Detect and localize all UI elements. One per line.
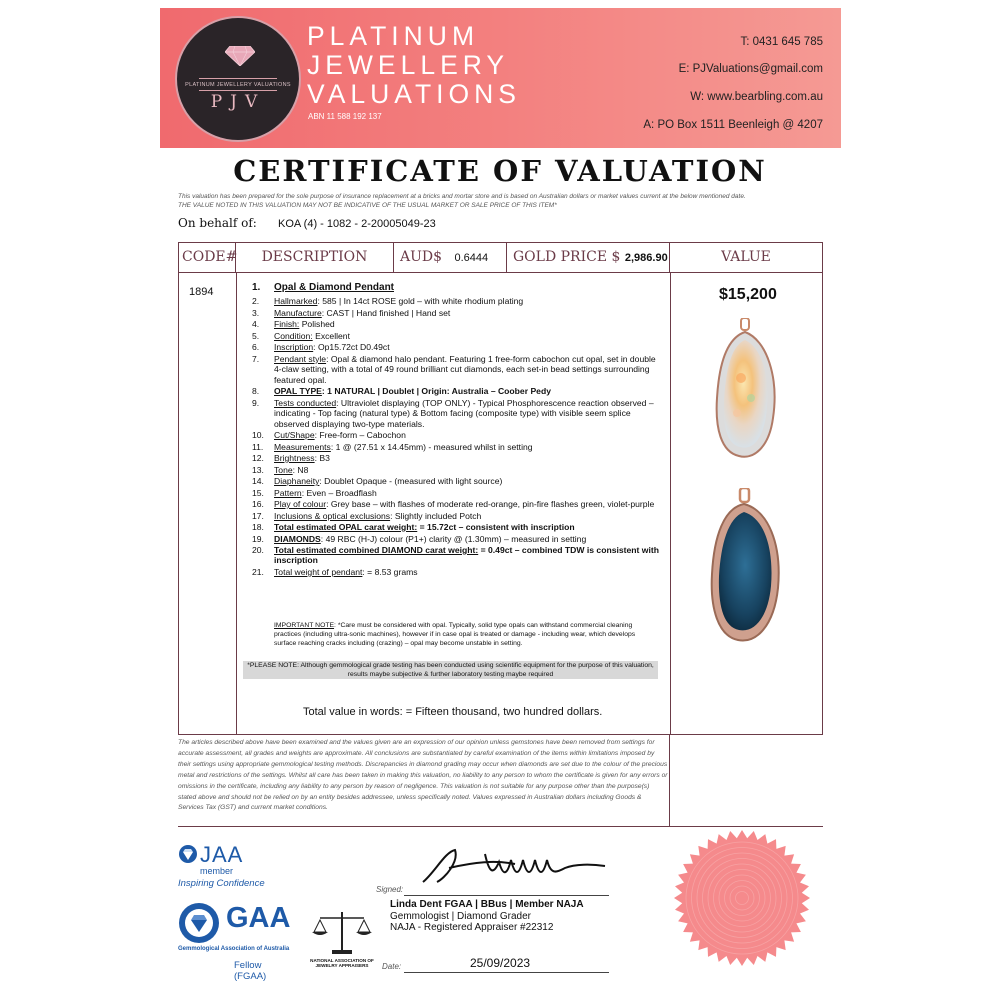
signer-registration: NAJA - Registered Appraiser #22312 [390,922,554,933]
item-number: 3. [252,307,260,318]
item-text: Polished [299,319,335,330]
item-text: : N8 [292,464,309,475]
important-note [274,621,654,648]
description-item [252,476,664,486]
description-item [252,354,664,385]
item-label: Finish: [274,319,300,330]
description-item [252,499,664,509]
brand-line: VALUATIONS [307,79,521,109]
total-in-words: Total value in words: = Fifteen thousand, two hundred dollars. [303,706,603,718]
gaa-subtitle: Gemmological Association of Australia [178,946,290,952]
contact-address: A: PO Box 1511 Beenleigh @ 4207 [643,119,823,131]
item-number: 16. [252,499,264,510]
contact-phone: T: 0431 645 785 [740,36,823,48]
item-text: : = 8.53 grams [362,566,418,577]
item-label: Brightness [274,453,315,464]
item-label: Manufacture [274,307,322,318]
description-item [252,522,664,532]
item-number: 6. [252,342,260,353]
signer-block [390,899,584,934]
logo-rule [199,90,277,91]
description-item [252,319,664,329]
item-label: Pendant style [274,353,327,364]
gaa-fellow: Fellow (FGAA) [234,960,267,982]
item-label: Total estimated combined DIAMOND carat weight: [274,545,479,556]
item-label: Opal & Diamond Pendant [274,282,395,293]
signature-line [404,895,609,896]
value-header: VALUE [721,249,771,265]
item-number: 21. [252,566,264,577]
gaa-emblem-icon [178,902,220,944]
item-code: 1894 [189,286,214,298]
item-label: Inscription [274,342,314,353]
item-number: 5. [252,330,260,341]
item-label: Pattern [274,487,302,498]
pendant-front-image [709,318,781,463]
item-number: 11. [252,441,264,452]
column-divider [236,272,237,735]
seal-starburst [674,830,810,966]
footer-disclaimer: The articles described above have been examined and the values given are an expression of our opinion unless gemstones have been removed from settings for accurate assessment, all grades and weights are approximate. All conclusions are substantiated by careful examination of the items within limitations imposed by their settings using appropriate gemmological testing methods. Discrepancies in diamond grading may occur when diamonds are set due to the colour of the precious metal and restrictions of the settings. Whilst all care has been taken in making this valuation, no liability to any person to whom the certificate is given for any errors or omissions in the certificate, including any liability to any person by reason of negligence. This valuation is not suitable for any purpose other than the purpose(s) stated above and should not be relied on by an entity besides addressee, unless specifically noted. Values expressed in Australian dollars including Goods & Services Tax (GST) and current market conditions. [178,739,668,812]
item-text: Excellent [312,330,350,341]
item-label: DIAMONDS [274,533,321,544]
item-text: : Opal & diamond halo pendant. Featuring 1 free-form cabochon cut opal, set in double 4-claw setting, with a total of 49 round brilliant cut diamonds, each set-in bead settings surrounding featured opal. [274,353,656,385]
contact-email: E: PJValuations@gmail.com [678,63,823,75]
item-number: 2. [252,296,260,307]
item-text: : Grey base – with flashes of moderate red-orange, pin-fire flashes green, violet-purple [326,499,655,510]
item-label: Tests conducted [274,397,337,408]
item-number: 1. [252,282,261,293]
description-header: DESCRIPTION [236,243,394,272]
header-banner [160,8,841,148]
description-item [252,342,664,352]
description-list [252,283,664,578]
certificate-title: CERTIFICATE OF VALUATION [233,154,767,188]
item-number: 8. [252,386,260,397]
signature-image [415,842,615,890]
header-divider [179,272,822,273]
item-number: 9. [252,397,260,408]
description-item [252,398,664,429]
gold-header [507,243,670,272]
item-label: OPAL TYPE [274,386,322,397]
description-item [252,567,664,577]
item-label: Total estimated OPAL carat weight: [274,522,418,533]
item-text: : Free-form – Cabochon [314,430,406,441]
scales-icon [308,908,376,956]
item-label: Play of colour [274,499,327,510]
item-text: : 49 RBC (H-J) colour (P1+) clarity @ (1.30mm) – measured in setting [320,533,587,544]
description-item [252,465,664,475]
behalf-value: KOA (4) - 1082 - 2-20005049-23 [278,218,436,230]
description-item [252,296,664,306]
item-text: : Even – Broadflash [301,487,377,498]
disclaimer-line: THE VALUE NOTED IN THIS VALUATION MAY NOT BE INDICATIVE OF THE USUAL MARKET OR SALE PRICE OF THIS ITEM* [178,202,557,209]
item-text: : 1 NATURAL | Doublet | Origin: Australia – Coober Pedy [321,386,551,397]
description-item [252,442,664,452]
description-item [252,534,664,544]
item-number: 14. [252,476,264,487]
description-item [252,545,664,566]
item-label: Condition: [274,330,313,341]
item-label: Total weight of pendant [274,566,363,577]
item-label: Tone [274,464,293,475]
pjv-logo [175,16,301,142]
valuation-table [178,242,823,735]
naja-logo [308,908,376,968]
logo-initials: PJV [210,92,266,112]
item-number: 19. [252,533,264,544]
item-number: 18. [252,522,264,533]
item-text: : CAST | Hand finished | Hand set [321,307,451,318]
naja-text: NATIONAL ASSOCIATION OF JEWELRY APPRAISERS [310,958,374,968]
item-text: : Op15.72ct D0.49ct [313,342,390,353]
signer-role: Gemmologist | Diamond Grader [390,910,531,922]
date-line [404,972,609,973]
description-item [252,308,664,318]
jaa-text: JAA [200,842,244,867]
signed-label: Signed: [376,885,404,894]
item-text: : 585 | In 14ct ROSE gold – with white rhodium plating [317,296,524,307]
abn-number: ABN 11 588 192 137 [308,112,382,121]
brand-line: PLATINUM [307,21,480,51]
item-label: Cut/Shape [274,430,315,441]
item-number: 10. [252,430,264,441]
description-item [252,511,664,521]
disclaimer [178,192,828,210]
item-text: : 1 @ (27.51 x 14.45mm) - measured whilst in setting [330,441,533,452]
important-note-text: : *Care must be considered with opal. Typically, solid type opals can withstand commercial cleaning practices (including ultra-sonic machines), however if in case opal is treated or damage - including wear, which develops surface reaching cracks including (crazing) – opal may become unstable in setting. [274,622,636,647]
item-number: 20. [252,545,264,556]
description-item [252,283,664,293]
item-text: : B3 [314,453,330,464]
jaa-member: member [200,866,234,876]
aud-header [394,243,507,272]
description-item [252,488,664,498]
item-label: Hallmarked [274,296,318,307]
brand-name [307,22,521,109]
item-text: = 0.49ct – combined TDW is consistent with inscription [274,545,659,566]
description-item [252,331,664,341]
footer-rule [178,826,823,827]
item-text: = 15.72ct – consistent with inscription [417,522,575,533]
item-label: Diaphaneity [274,476,320,487]
date-label: Date: [382,962,402,971]
item-number: 13. [252,464,264,475]
disclaimer-line: This valuation has been prepared for the sole purpose of insurance replacement at a bricks and mortar store and is based on Australian dollars or market values current at the below mentioned date. [178,193,746,200]
item-text: : Slightly included Potch [390,510,482,521]
diamond-icon [225,46,255,66]
gold-label: GOLD PRICE $ [513,249,621,265]
signer-name: Linda Dent FGAA | BBus | Member NAJA [390,899,584,910]
contact-web: W: www.bearbling.com.au [690,91,823,103]
logo-caption: PLATINUM JEWELLERY VALUATIONS [185,82,291,88]
item-text: : Ultraviolet displaying (TOP ONLY) - Typical Phosphorescence reaction observed – indicating - Top facing (natural type) & Bottom facing (composite type) with visible seem splice observed displaying two-type materials. [274,397,654,429]
jaa-tagline: Inspiring Confidence [178,878,265,889]
item-number: 12. [252,453,264,464]
item-number: 7. [252,353,260,364]
code-header: CODE# [179,243,236,272]
description-item [252,453,664,463]
column-divider [670,272,671,735]
item-value: $15,200 [719,286,777,303]
gold-value: 2,986.90 [624,252,668,264]
item-text: : Doublet Opaque - (measured with light source) [319,476,503,487]
date-value: 25/09/2023 [470,956,531,970]
brand-line: JEWELLERY [307,50,510,80]
logo-rule [199,78,277,79]
item-number: 15. [252,487,264,498]
item-number: 17. [252,510,264,521]
description-item [252,430,664,440]
gaa-text: GAA [226,902,291,934]
jaa-gem-icon [178,844,198,864]
item-label: Measurements [274,441,331,452]
aud-label: AUD$ [400,249,443,265]
aud-value: 0.6444 [454,252,489,264]
item-number: 4. [252,319,260,330]
pendant-back-image [704,488,786,648]
behalf-label: On behalf of: [178,216,257,230]
item-label: Inclusions & optical exclusions [274,510,391,521]
seal-stamp [672,828,812,968]
important-note-label: IMPORTANT NOTE [274,622,335,629]
footer-divider [669,735,670,826]
description-item [252,386,664,396]
please-note: *PLEASE NOTE: Although gemmological grade testing has been conducted using scientific equipment for the purpose of this valuation, results maybe subjective & further laboratory testing maybe required [243,661,658,679]
